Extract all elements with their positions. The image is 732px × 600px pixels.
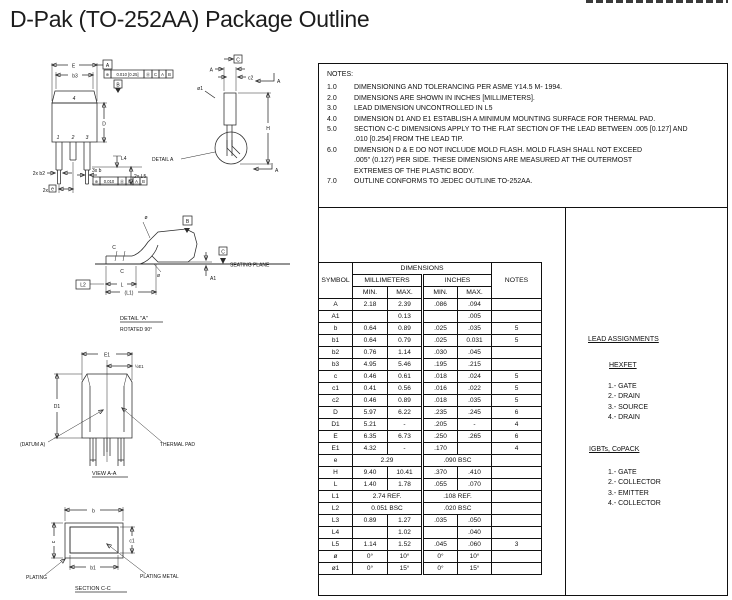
cell-span: .090 BSC bbox=[423, 455, 492, 467]
cell: 1.14 bbox=[388, 347, 423, 359]
dim-A1-label: A1 bbox=[210, 276, 217, 282]
cell-note bbox=[492, 491, 542, 503]
table-row bbox=[319, 407, 542, 419]
cell: 10° bbox=[458, 551, 492, 563]
col-min: MIN. bbox=[353, 287, 388, 299]
cell bbox=[458, 443, 492, 455]
dim-b-label: b bbox=[92, 508, 95, 515]
cell-note: 3 bbox=[492, 539, 542, 551]
table-row bbox=[319, 527, 542, 539]
page-title: D-Pak (TO-252AA) Package Outline bbox=[10, 6, 370, 32]
cell: .035 bbox=[423, 515, 458, 527]
cell: 6.35 bbox=[353, 431, 388, 443]
position-tolerance-icon: ⊕ bbox=[94, 179, 99, 184]
fcf-top bbox=[104, 70, 173, 78]
cell: .035 bbox=[458, 323, 492, 335]
cell: .215 bbox=[458, 359, 492, 371]
table-row bbox=[319, 443, 542, 455]
position-tolerance-icon: ⊕ bbox=[105, 72, 110, 77]
cell: .170 bbox=[423, 443, 458, 455]
cell: 5.46 bbox=[388, 359, 423, 371]
cell: 1.02 bbox=[388, 527, 423, 539]
view-aa-title: VIEW A-A bbox=[92, 471, 117, 477]
note-number: 2.0 bbox=[327, 94, 337, 102]
lead-profile bbox=[76, 215, 290, 333]
note-text: DIMENSIONING AND TOLERANCING PER ASME Y14.5 M- 1994. bbox=[354, 84, 563, 92]
cell-symbol: L bbox=[319, 479, 353, 491]
cell-note bbox=[492, 563, 542, 575]
cell: 0.89 bbox=[353, 515, 388, 527]
dim-E1-label: E1 bbox=[103, 352, 111, 359]
cell: 0.13 bbox=[388, 311, 423, 323]
view-aa-drawing bbox=[10, 340, 310, 485]
cell: .018 bbox=[423, 371, 458, 383]
cell-note: 5 bbox=[492, 335, 542, 347]
mmc-modifier-icon: Ⓜ bbox=[145, 72, 151, 77]
note-text: OUTLINE CONFORMS TO JEDEC OUTLINE TO-252AA. bbox=[354, 178, 533, 186]
angle-o1-label: ø1 bbox=[197, 86, 203, 92]
front-and-side-view-drawing bbox=[0, 55, 318, 205]
lead-assignments-cell bbox=[566, 208, 727, 595]
table-row bbox=[319, 335, 542, 347]
dim-2xb2-label: 2x b2 bbox=[32, 171, 45, 177]
hexfet-heading: HEXFET bbox=[609, 362, 637, 369]
cell bbox=[423, 311, 458, 323]
cell-note: 5 bbox=[492, 395, 542, 407]
cell: .245 bbox=[458, 407, 492, 419]
cell-symbol: c1 bbox=[319, 383, 353, 395]
cell bbox=[423, 527, 458, 539]
cell-span: 2.29 bbox=[353, 455, 423, 467]
cell-symbol: b2 bbox=[319, 347, 353, 359]
table-row bbox=[319, 431, 542, 443]
cell: 0.64 bbox=[353, 323, 388, 335]
cell: .030 bbox=[423, 347, 458, 359]
note-item bbox=[327, 94, 719, 104]
cell: 6.73 bbox=[388, 431, 423, 443]
dimensions-table bbox=[318, 262, 542, 575]
cell: .086 bbox=[423, 299, 458, 311]
dim-c-label: c bbox=[51, 540, 57, 544]
cell: .050 bbox=[458, 515, 492, 527]
note-text: EXTREMES OF THE PLASTIC BODY. bbox=[354, 167, 474, 175]
cell: 0.56 bbox=[388, 383, 423, 395]
datum-A-flag: A bbox=[105, 63, 110, 69]
igbt-pin-list bbox=[608, 468, 661, 510]
cell-note: 4 bbox=[492, 443, 542, 455]
cell-span: .020 BSC bbox=[423, 503, 492, 515]
cell-symbol: A1 bbox=[319, 311, 353, 323]
cell-note bbox=[492, 503, 542, 515]
col-inches: INCHES bbox=[423, 275, 492, 287]
cell: .070 bbox=[458, 479, 492, 491]
notes-section bbox=[319, 64, 727, 208]
col-millimeters: MILLIMETERS bbox=[353, 275, 423, 287]
col-min: MIN. bbox=[423, 287, 458, 299]
cell-symbol: b3 bbox=[319, 359, 353, 371]
pin3-number: 3 bbox=[85, 135, 89, 141]
cell: 0.76 bbox=[353, 347, 388, 359]
table-row bbox=[319, 395, 542, 407]
pin-assignment: 1.- GATE bbox=[608, 469, 637, 476]
cell: .016 bbox=[423, 383, 458, 395]
note-item bbox=[327, 83, 719, 93]
cell: .022 bbox=[458, 383, 492, 395]
cell: 0° bbox=[423, 551, 458, 563]
table-row bbox=[319, 503, 542, 515]
cell: .055 bbox=[423, 479, 458, 491]
cell: 0° bbox=[353, 551, 388, 563]
detail-a-title: DETAIL "A" bbox=[120, 316, 148, 322]
cell: .094 bbox=[458, 299, 492, 311]
dim-H-label: H bbox=[266, 126, 270, 132]
fcf-bottom-datum3: B bbox=[142, 179, 145, 184]
dim-E-label: E bbox=[71, 63, 76, 70]
cell-symbol: b bbox=[319, 323, 353, 335]
cell: 15° bbox=[388, 563, 423, 575]
angle-top-label: ø bbox=[144, 215, 148, 221]
cell-symbol: b1 bbox=[319, 335, 353, 347]
dim-D1-label: D1 bbox=[53, 404, 61, 410]
cell-symbol: A bbox=[319, 299, 353, 311]
cell-note bbox=[492, 359, 542, 371]
cell-symbol: ø1 bbox=[319, 563, 353, 575]
dim-2xL5-label: 2x L5 bbox=[134, 174, 147, 180]
cell-note bbox=[492, 311, 542, 323]
cell: 0.79 bbox=[388, 335, 423, 347]
table-row bbox=[319, 563, 542, 575]
cell-note bbox=[492, 551, 542, 563]
dim-A-label: A bbox=[209, 67, 213, 74]
cell: .265 bbox=[458, 431, 492, 443]
datum-C-flag: C bbox=[236, 57, 240, 64]
cell: - bbox=[388, 443, 423, 455]
cell-note: 6 bbox=[492, 407, 542, 419]
cell-note: 5 bbox=[492, 371, 542, 383]
dim-b3-label: b3 bbox=[72, 73, 78, 80]
fcf-bottom-datum1: C bbox=[127, 179, 132, 184]
note-number: 3.0 bbox=[327, 105, 337, 113]
dim-3xb-label: 3x b bbox=[92, 168, 102, 174]
cell-span: 0.051 BSC bbox=[353, 503, 423, 515]
cell bbox=[353, 311, 388, 323]
table-row bbox=[319, 479, 542, 491]
note-number: 4.0 bbox=[327, 115, 337, 123]
cell-note: 4 bbox=[492, 419, 542, 431]
table-row bbox=[319, 383, 542, 395]
cell-note bbox=[492, 467, 542, 479]
cell: .040 bbox=[458, 527, 492, 539]
detail-a-drawing bbox=[60, 200, 318, 348]
note-number: 5.0 bbox=[327, 126, 337, 134]
cell: .035 bbox=[458, 395, 492, 407]
cell-symbol: E1 bbox=[319, 443, 353, 455]
cell: .005 bbox=[458, 311, 492, 323]
cell-note: 5 bbox=[492, 383, 542, 395]
cell: 2.18 bbox=[353, 299, 388, 311]
cell: 10.41 bbox=[388, 467, 423, 479]
table-row bbox=[319, 323, 542, 335]
mmc-modifier-icon: Ⓜ bbox=[119, 179, 125, 184]
dim-half-E1-label: ½E1 bbox=[135, 364, 144, 369]
cell: .024 bbox=[458, 371, 492, 383]
note-number: 6.0 bbox=[327, 146, 337, 154]
cell-symbol: L5 bbox=[319, 539, 353, 551]
thermal-pad-callout: THERMAL PAD bbox=[160, 442, 196, 448]
cell: - bbox=[388, 419, 423, 431]
cell: 4.95 bbox=[353, 359, 388, 371]
hexfet-pin-list bbox=[608, 382, 648, 424]
note-item bbox=[327, 125, 719, 146]
cell-symbol: L1 bbox=[319, 491, 353, 503]
datum-B-flag: B bbox=[116, 82, 120, 89]
cell: .060 bbox=[458, 539, 492, 551]
pin-assignment: 4.- COLLECTOR bbox=[608, 500, 661, 508]
cell: 0.46 bbox=[353, 395, 388, 407]
table-row bbox=[319, 359, 542, 371]
col-max: MAX. bbox=[458, 287, 492, 299]
cell-symbol: D1 bbox=[319, 419, 353, 431]
table-row bbox=[319, 467, 542, 479]
cell-note bbox=[492, 455, 542, 467]
cell-symbol: e bbox=[319, 455, 353, 467]
note-number: 1.0 bbox=[327, 84, 337, 92]
pin1-number: 1 bbox=[56, 135, 60, 141]
cell: 1.52 bbox=[388, 539, 423, 551]
cell: 4.32 bbox=[353, 443, 388, 455]
dim-L4-label: L4 bbox=[121, 156, 127, 162]
table-row bbox=[319, 311, 542, 323]
dim-b1-label: b1 bbox=[90, 565, 96, 572]
table-row bbox=[319, 551, 542, 563]
cell: 1.78 bbox=[388, 479, 423, 491]
pin-assignment: 3.- SOURCE bbox=[608, 403, 649, 411]
cell: 0.61 bbox=[388, 371, 423, 383]
detail-a-subtitle: ROTATED 90° bbox=[120, 327, 153, 333]
cell: .370 bbox=[423, 467, 458, 479]
cell-symbol: L3 bbox=[319, 515, 353, 527]
fcf-top-datum2: A bbox=[161, 72, 164, 77]
cell: 9.40 bbox=[353, 467, 388, 479]
plating-metal-callout: PLATING METAL bbox=[140, 574, 179, 580]
fcf-bottom-tolerance: 0.010 bbox=[103, 179, 115, 184]
section-cc-drawing bbox=[20, 498, 240, 600]
dim-L1-label: (L1) bbox=[124, 290, 134, 297]
note-item bbox=[327, 115, 719, 125]
datum-a-callout: (DATUM A) bbox=[20, 442, 46, 448]
datum-C-flag: C bbox=[221, 249, 225, 256]
cell-symbol: c bbox=[319, 371, 353, 383]
cell-symbol: L2 bbox=[319, 503, 353, 515]
cell: 5.97 bbox=[353, 407, 388, 419]
cell: 1.14 bbox=[353, 539, 388, 551]
cell: .235 bbox=[423, 407, 458, 419]
cell: 5.21 bbox=[353, 419, 388, 431]
cell-symbol: E bbox=[319, 431, 353, 443]
cell: - bbox=[458, 419, 492, 431]
fcf-top-datum3: B bbox=[168, 72, 171, 77]
pin4-number: 4 bbox=[72, 96, 76, 102]
pin-assignment: 3.- EMITTER bbox=[608, 489, 649, 497]
note-text: .010 [0.254] FROM THE LEAD TIP. bbox=[354, 136, 464, 144]
dim-2xe-prefix: 2x bbox=[42, 188, 48, 194]
section-A-arrow-top: A bbox=[277, 79, 281, 85]
cell-symbol: ø bbox=[319, 551, 353, 563]
cell: .045 bbox=[423, 539, 458, 551]
col-notes: NOTES bbox=[492, 263, 542, 299]
table-row bbox=[319, 347, 542, 359]
cell: 0.64 bbox=[353, 335, 388, 347]
col-max: MAX. bbox=[388, 287, 423, 299]
note-text: .005" (0.127) PER SIDE. THESE DIMENSIONS ARE MEASURED AT THE OUTERMOST bbox=[354, 157, 633, 165]
cell: .025 bbox=[423, 323, 458, 335]
table-row bbox=[319, 299, 542, 311]
table-row bbox=[319, 455, 542, 467]
cell: 0.89 bbox=[388, 323, 423, 335]
note-number: 7.0 bbox=[327, 178, 337, 186]
cell-symbol: H bbox=[319, 467, 353, 479]
cell: 1.40 bbox=[353, 479, 388, 491]
fcf-top-tolerance: 0.010 [0.25] bbox=[116, 72, 139, 77]
cell: .025 bbox=[423, 335, 458, 347]
datum-B-flag: B bbox=[185, 219, 190, 225]
cell: .410 bbox=[458, 467, 492, 479]
dim-c1-label: c1 bbox=[129, 538, 135, 545]
notes-and-table-frame bbox=[318, 63, 728, 596]
cell-span: .108 REF. bbox=[423, 491, 492, 503]
note-item bbox=[327, 146, 719, 177]
cell-note bbox=[492, 479, 542, 491]
note-text: DIMENSION D1 AND E1 ESTABLISH A MINIMUM MOUNTING SURFACE FOR THERMAL PAD. bbox=[354, 115, 656, 123]
cell: 0° bbox=[423, 563, 458, 575]
package-back-view bbox=[20, 352, 195, 477]
notes-heading: NOTES: bbox=[327, 71, 354, 78]
note-text: DIMENSIONS ARE SHOWN IN INCHES [MILLIMETERS]. bbox=[354, 94, 535, 102]
angle-bottom-label: ø bbox=[157, 273, 161, 279]
cell: 0.41 bbox=[353, 383, 388, 395]
table-row bbox=[319, 371, 542, 383]
dim-c2-label: c2 bbox=[248, 75, 254, 82]
dimensions-table-cell bbox=[319, 208, 566, 595]
dim-L-label: L bbox=[120, 282, 124, 289]
note-text: SECTION C-C DIMENSIONS APPLY TO THE FLAT SECTION OF THE LEAD BETWEEN .005 [0.127] AND bbox=[354, 126, 688, 134]
lower-area bbox=[319, 208, 727, 595]
cell: 6.22 bbox=[388, 407, 423, 419]
cell: 10° bbox=[388, 551, 423, 563]
cell: .250 bbox=[423, 431, 458, 443]
cell-symbol: c2 bbox=[319, 395, 353, 407]
cell-note: 5 bbox=[492, 323, 542, 335]
section-C-mark-top: C bbox=[112, 245, 116, 251]
col-symbol: SYMBOL bbox=[319, 263, 353, 299]
clipped-text-fragment bbox=[586, 0, 728, 3]
table-row bbox=[319, 491, 542, 503]
fcf-top-datum1: C bbox=[153, 72, 158, 77]
note-item bbox=[327, 104, 719, 114]
cell: .205 bbox=[423, 419, 458, 431]
fcf-bottom-datum2: A bbox=[135, 179, 138, 184]
table-row bbox=[319, 539, 542, 551]
cell-note bbox=[492, 347, 542, 359]
cell-note bbox=[492, 515, 542, 527]
table-header-row bbox=[319, 263, 542, 275]
col-dimensions: DIMENSIONS bbox=[353, 263, 492, 275]
cell: 0.46 bbox=[353, 371, 388, 383]
dim-D-label: D bbox=[102, 121, 106, 128]
package-front-view bbox=[33, 60, 173, 194]
seating-plane-label: SEATING PLANE bbox=[230, 262, 270, 269]
cell bbox=[353, 527, 388, 539]
cell: 1.27 bbox=[388, 515, 423, 527]
pin-assignment: 1.- GATE bbox=[608, 383, 637, 390]
pin2-number: 2 bbox=[71, 135, 75, 141]
cell: 0.89 bbox=[388, 395, 423, 407]
pin-assignment: 2.- COLLECTOR bbox=[608, 479, 661, 487]
cell: .195 bbox=[423, 359, 458, 371]
cell-symbol: D bbox=[319, 407, 353, 419]
section-C-mark-bottom: C bbox=[120, 269, 124, 275]
note-text: DIMENSION D & E DO NOT INCLUDE MOLD FLASH. MOLD FLASH SHALL NOT EXCEED bbox=[354, 146, 643, 154]
cell: 2.39 bbox=[388, 299, 423, 311]
table-row bbox=[319, 419, 542, 431]
cell: .045 bbox=[458, 347, 492, 359]
plating-callout: PLATING bbox=[26, 575, 48, 581]
pin-assignment: 2.- DRAIN bbox=[608, 393, 640, 401]
cell: 15° bbox=[458, 563, 492, 575]
cell-span: 2.74 REF. bbox=[353, 491, 423, 503]
igbt-heading: IGBTs, CoPACK bbox=[589, 446, 640, 453]
cell-note bbox=[492, 527, 542, 539]
section-cc-title: SECTION C-C bbox=[75, 586, 111, 592]
note-text: LEAD DIMENSION UNCONTROLLED IN L5 bbox=[354, 105, 493, 113]
note-item bbox=[327, 177, 719, 187]
pin-assignment: 4.- DRAIN bbox=[608, 414, 640, 422]
table-row bbox=[319, 515, 542, 527]
cell-note: 6 bbox=[492, 431, 542, 443]
section-A-arrow-bottom: A bbox=[275, 168, 279, 174]
dim-e-boxed-label: e bbox=[51, 186, 54, 193]
cell: 0° bbox=[353, 563, 388, 575]
package-side-view bbox=[152, 55, 281, 174]
lead-cross-section bbox=[26, 507, 179, 592]
cell: 0.031 bbox=[458, 335, 492, 347]
cell: .018 bbox=[423, 395, 458, 407]
cell-symbol: L4 bbox=[319, 527, 353, 539]
dim-L2-boxed-label: L2 bbox=[80, 282, 86, 289]
cell-note bbox=[492, 299, 542, 311]
detail-A-callout: DETAIL A bbox=[152, 157, 174, 163]
lead-assignments-heading: LEAD ASSIGNMENTS bbox=[588, 336, 659, 343]
